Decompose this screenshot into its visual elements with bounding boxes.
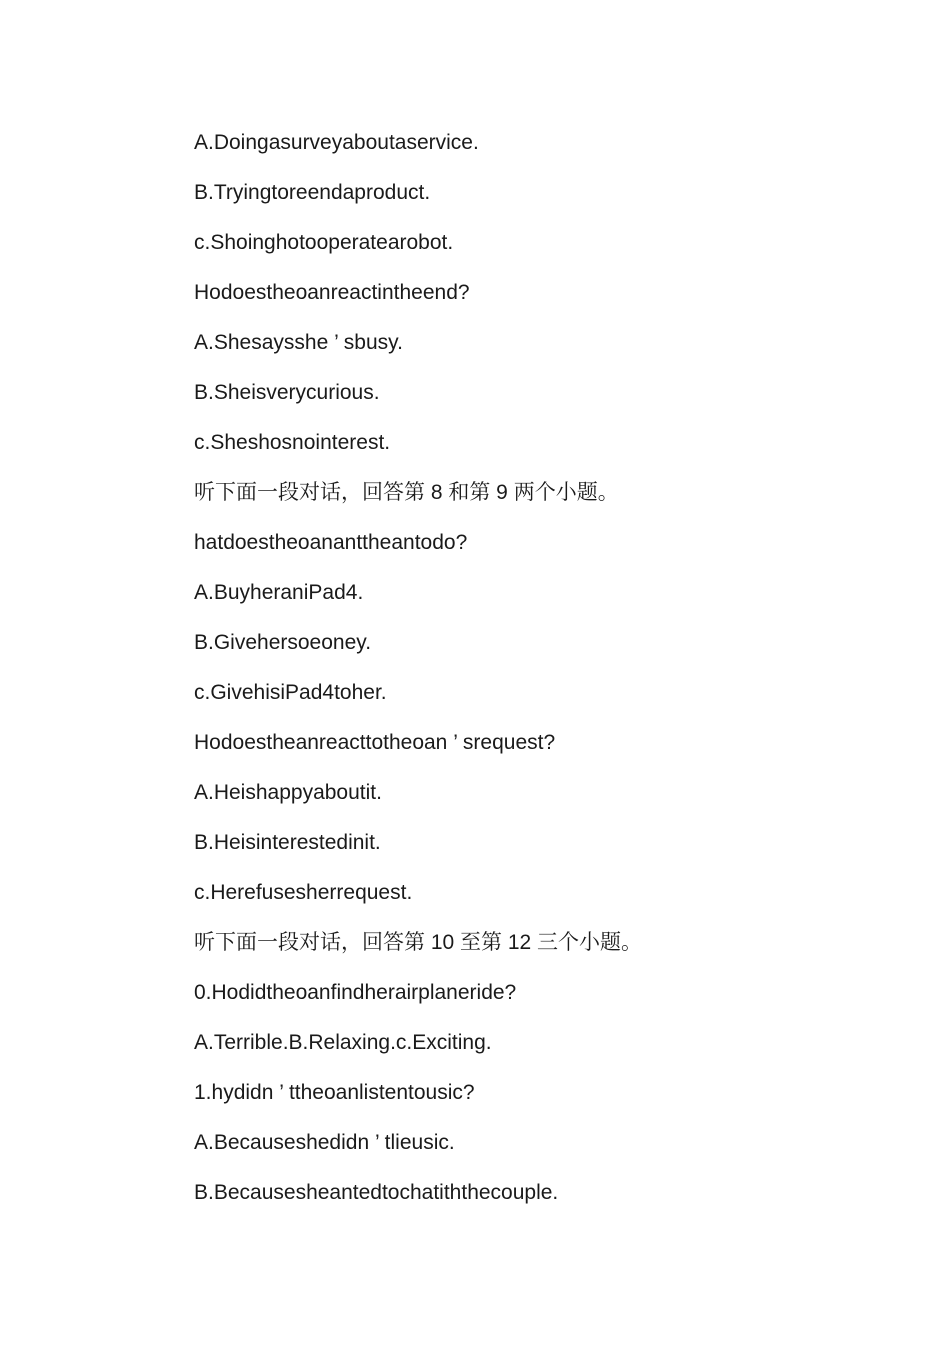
question-line: Hodoestheanreacttotheoan ’ srequest?: [194, 731, 556, 754]
option-line: B.Becausesheantedtochatiththecouple.: [194, 1181, 559, 1204]
question-line: 0.Hodidtheoanfindherairplaneride?: [194, 981, 517, 1004]
document-body: [194, 118, 894, 1218]
option-line: A.Doingasurveyaboutaservice.: [194, 131, 479, 154]
question-line: 1.hydidn ’ ttheoanlistentousic?: [194, 1081, 475, 1104]
option-line: A.Heishappyaboutit.: [194, 781, 382, 804]
option-line: A.BuyheraniPad4.: [194, 581, 364, 604]
option-line: c.Sheshosnointerest.: [194, 431, 391, 454]
option-line: c.Shoinghotooperatearobot.: [194, 231, 454, 254]
option-line: c.Herefusesherrequest.: [194, 881, 413, 904]
option-line: B.Heisinterestedinit.: [194, 831, 381, 854]
option-line: B.Sheisverycurious.: [194, 381, 380, 404]
section-instruction: 听下面一段对话，回答第 10 至第 12 三个小题。: [194, 931, 643, 954]
question-line: Hodoestheoanreactintheend?: [194, 281, 470, 304]
option-line: A.Becauseshedidn ’ tlieusic.: [194, 1131, 455, 1154]
option-line: A.Shesaysshe ’ sbusy.: [194, 331, 403, 354]
option-line: B.Givehersoeoney.: [194, 631, 372, 654]
question-line: hatdoestheoananttheantodo?: [194, 531, 468, 554]
option-line: B.Tryingtoreendaproduct.: [194, 181, 431, 204]
option-line: c.GivehisiPad4toher.: [194, 681, 387, 704]
option-line: A.Terrible.B.Relaxing.c.Exciting.: [194, 1031, 492, 1054]
section-instruction: 听下面一段对话，回答第 8 和第 9 两个小题。: [194, 481, 619, 504]
